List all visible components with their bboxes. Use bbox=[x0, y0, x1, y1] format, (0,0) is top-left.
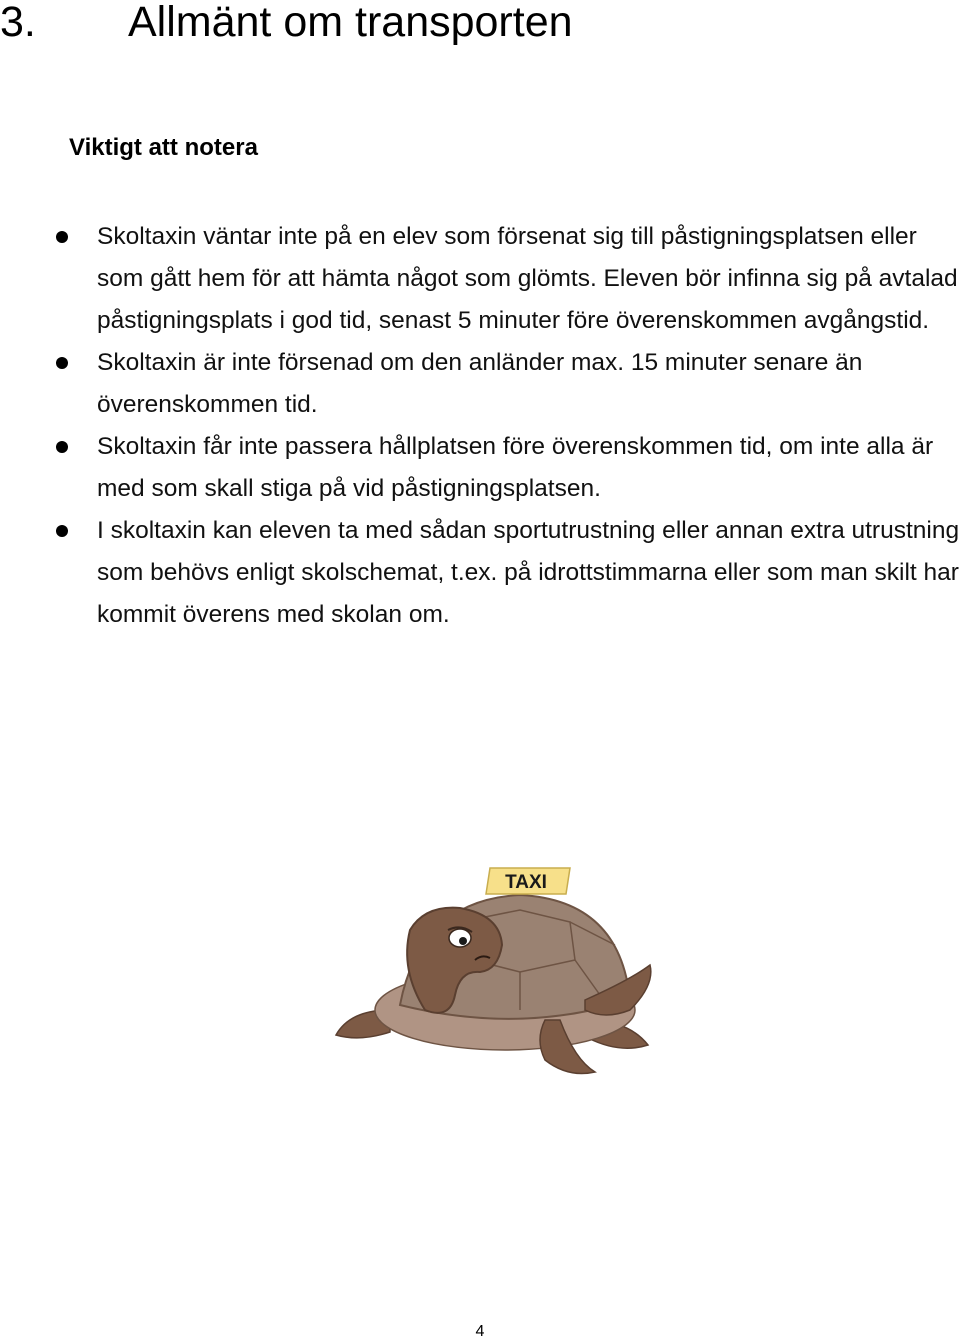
bullet-icon bbox=[56, 357, 68, 369]
list-item bbox=[0, 510, 960, 636]
list-item bbox=[0, 426, 960, 510]
list-item bbox=[0, 342, 960, 426]
turtle-taxi-illustration bbox=[330, 860, 670, 1080]
list-item-text: Skoltaxin väntar inte på en elev som försenat sig till påstigningsplatsen eller som gått hem för att hämta något som glömts. Eleven bör infinna sig på avtalad påstigningsplats i god tid, senast 5 minuter före överenskommen avgångstid. bbox=[97, 223, 958, 334]
page-number: 4 bbox=[475, 1323, 485, 1340]
list-item-text: Skoltaxin är inte försenad om den anländer max. 15 minuter senare än överenskommen tid. bbox=[97, 349, 863, 418]
list-item bbox=[0, 216, 960, 342]
bullet-icon bbox=[56, 231, 68, 243]
list-item-text: I skoltaxin kan eleven ta med sådan sportutrustning eller annan extra utrustning som behövs enligt skolschemat, t.ex. på idrottstimmarna eller som man skilt har kommit överens med skolan om. bbox=[97, 517, 960, 628]
section-title: Allmänt om transporten bbox=[128, 0, 573, 46]
bullet-list bbox=[0, 216, 960, 636]
subheading: Viktigt att notera bbox=[69, 134, 258, 161]
pupil bbox=[459, 937, 467, 945]
bullet-icon bbox=[56, 441, 68, 453]
section-heading bbox=[0, 0, 573, 48]
section-number: 3. bbox=[0, 0, 36, 46]
list-item-text: Skoltaxin får inte passera hållplatsen före överenskommen tid, om inte alla är med som skall stiga på vid påstigningsplatsen. bbox=[97, 433, 934, 502]
taxi-sign-label: TAXI bbox=[505, 872, 547, 893]
bullet-icon bbox=[56, 525, 68, 537]
eye-icon bbox=[449, 929, 471, 947]
